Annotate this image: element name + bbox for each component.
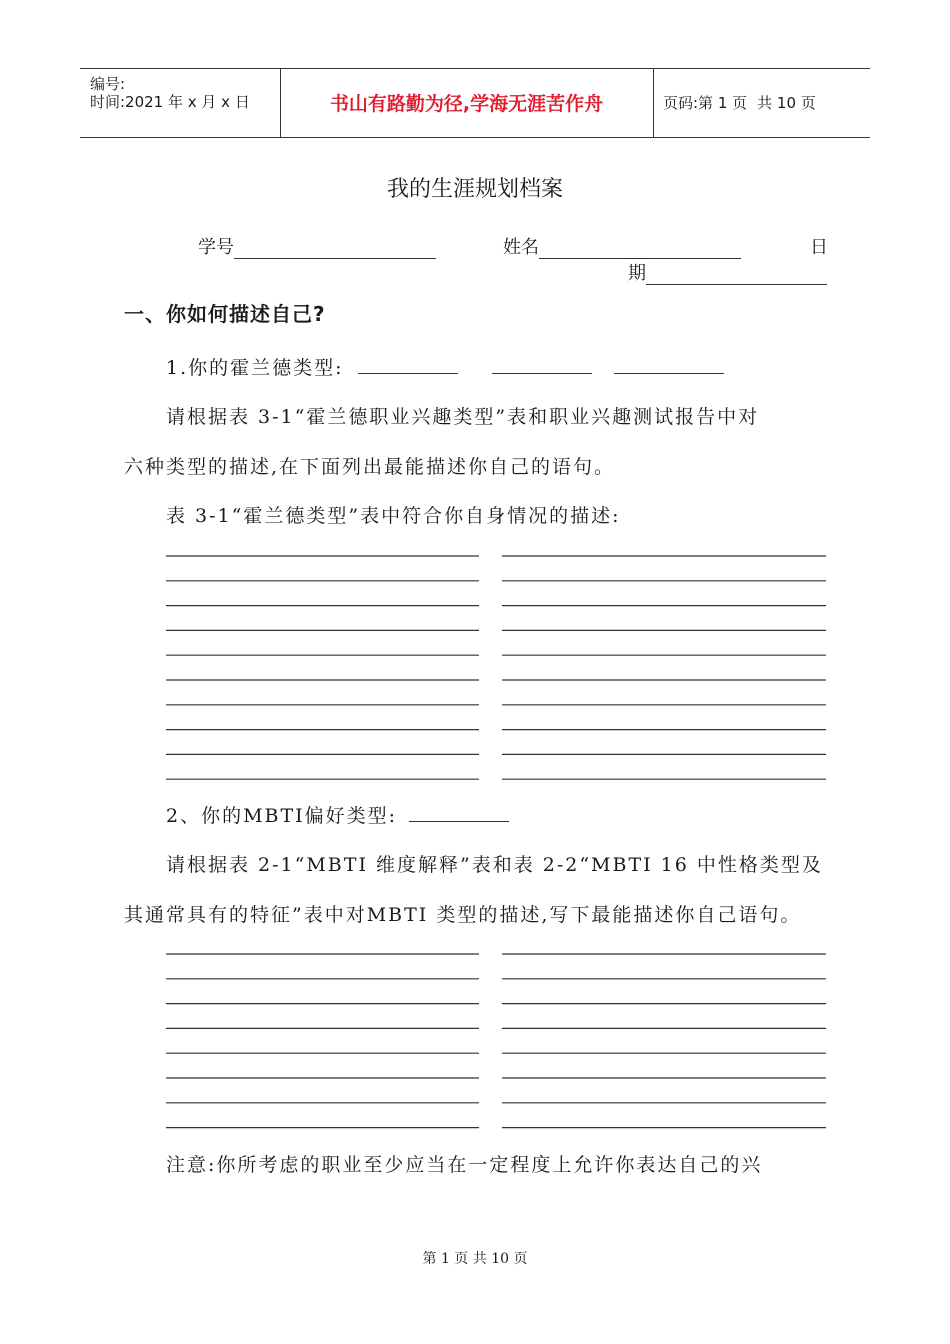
holland-answer-lines <box>166 556 826 779</box>
date-label-second: 期 <box>628 263 646 284</box>
total-pages-label: 共 10 页 <box>757 94 816 112</box>
mbti-answer-lines <box>166 954 826 1128</box>
section-heading: 一、你如何描述自己? <box>124 302 326 326</box>
q1-table-caption: 表 3-1“霍兰德类型”表中符合你自身情况的描述: <box>166 505 621 527</box>
page-footer: 第 1 页 共 10 页 <box>422 1251 528 1267</box>
q1-label: 1.你的霍兰德类型: <box>166 357 344 379</box>
page-number-label: 页码:第 1 页 <box>663 94 748 112</box>
q2-line <box>166 801 509 828</box>
name-label: 姓名 <box>503 237 539 258</box>
q2-instruction-line-2: 其通常具有的特征”表中对MBTI 类型的描述,写下最能描述你自己语句。 <box>124 904 802 926</box>
time-label: 时间:2021 年 x 月 x 日 <box>90 93 250 111</box>
q2-instruction-line-1: 请根据表 2-1“MBTI 维度解释”表和表 2-2“MBTI 16 中性格类型及 <box>166 854 823 876</box>
mbti-blank[interactable] <box>409 801 509 822</box>
page-title: 我的生涯规划档案 <box>386 177 563 202</box>
number-label: 编号: <box>90 75 126 93</box>
date-label-first: 日 <box>810 237 828 258</box>
q1-instruction-line-1: 请根据表 3-1“霍兰德职业兴趣类型”表和职业兴趣测试报告中对 <box>166 406 760 428</box>
motto: 书山有路勤为径,学海无涯苦作舟 <box>280 69 654 137</box>
q2-label: 2、你的MBTI偏好类型: <box>166 805 398 827</box>
q1-instruction-line-2: 六种类型的描述,在下面列出最能描述你自己的语句。 <box>124 456 616 478</box>
note-text: 注意:你所考虑的职业至少应当在一定程度上允许你表达自己的兴 <box>166 1154 763 1176</box>
student-id-label: 学号 <box>198 237 234 258</box>
